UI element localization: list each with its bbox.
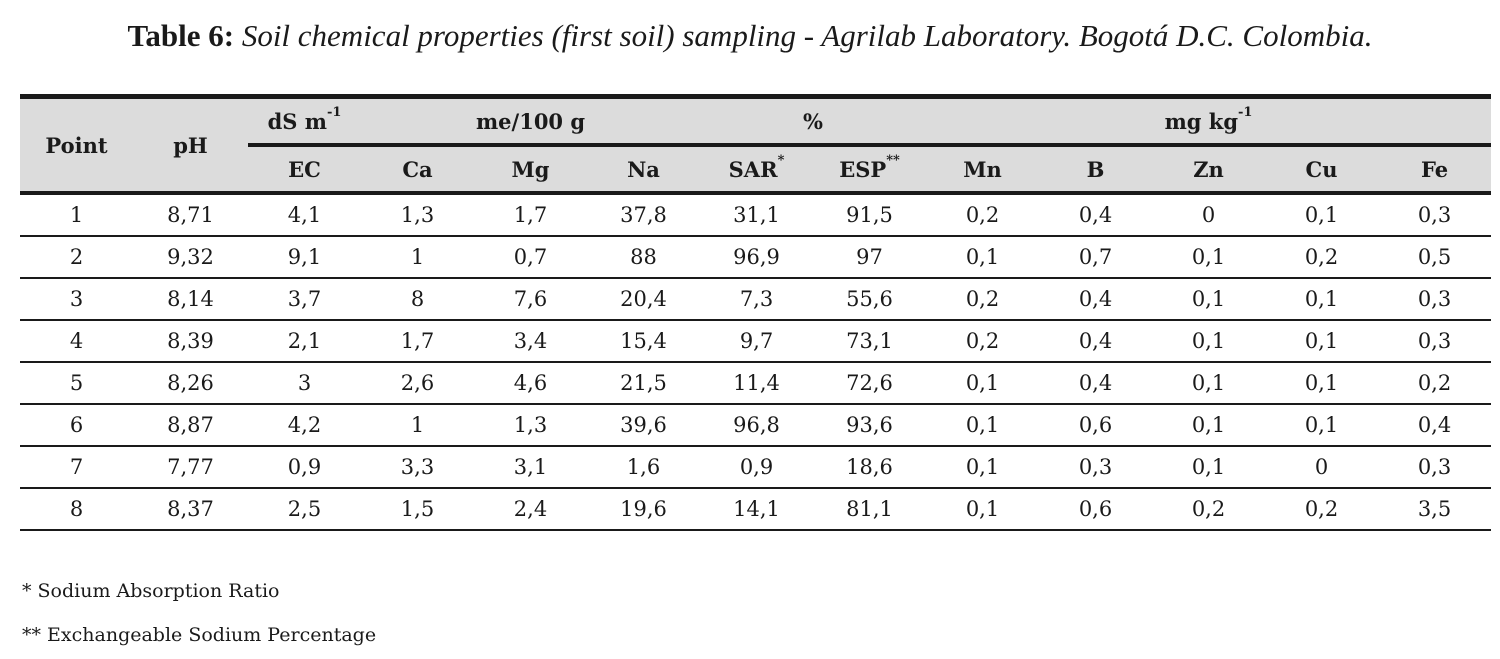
table-cell: 0,9 — [700, 446, 813, 488]
table-cell: 6 — [20, 404, 133, 446]
table-cell: 73,1 — [813, 320, 926, 362]
table-cell: 0,3 — [1378, 320, 1491, 362]
table-cell: 39,6 — [587, 404, 700, 446]
table-cell: 1 — [361, 236, 474, 278]
table-cell: 1 — [20, 193, 133, 236]
table-cell: 3,7 — [248, 278, 361, 320]
table-cell: 11,4 — [700, 362, 813, 404]
table-row — [20, 236, 1491, 278]
table-cell: 0,2 — [926, 193, 1039, 236]
esp-sup: ** — [886, 152, 900, 168]
table-cell: 2,6 — [361, 362, 474, 404]
footnote-esp: ** Exchangeable Sodium Percentage — [22, 624, 377, 646]
header-na: Na — [587, 145, 700, 193]
table-cell: 31,1 — [700, 193, 813, 236]
table-cell: 0,1 — [1265, 362, 1378, 404]
table-cell: 7,6 — [474, 278, 587, 320]
table-cell: 21,5 — [587, 362, 700, 404]
header-point: Point — [20, 97, 133, 194]
table-row — [20, 320, 1491, 362]
table-cell: 0,1 — [1265, 193, 1378, 236]
table-cell: 19,6 — [587, 488, 700, 530]
table-cell: 8,39 — [133, 320, 248, 362]
table-cell: 0,4 — [1039, 320, 1152, 362]
sar-text: SAR — [728, 156, 778, 182]
table-cell: 0,4 — [1039, 193, 1152, 236]
table-cell: 0,2 — [1378, 362, 1491, 404]
table-cell: 55,6 — [813, 278, 926, 320]
table-cell: 96,9 — [700, 236, 813, 278]
table-cell: 0,3 — [1378, 193, 1491, 236]
table-cell: 91,5 — [813, 193, 926, 236]
table-cell: 0,1 — [1152, 236, 1265, 278]
table-caption — [0, 18, 1500, 54]
table-cell: 93,6 — [813, 404, 926, 446]
header-fe: Fe — [1378, 145, 1491, 193]
table-cell: 96,8 — [700, 404, 813, 446]
header-cu: Cu — [1265, 145, 1378, 193]
header-unit-mg — [926, 97, 1491, 146]
table-cell: 3,3 — [361, 446, 474, 488]
table-cell: 37,8 — [587, 193, 700, 236]
unit-ds-text: dS m — [267, 108, 327, 134]
table-cell: 8,87 — [133, 404, 248, 446]
table-cell: 7 — [20, 446, 133, 488]
table-row — [20, 193, 1491, 236]
table-cell: 9,7 — [700, 320, 813, 362]
table-cell: 88 — [587, 236, 700, 278]
table-cell: 0,1 — [1265, 278, 1378, 320]
table-cell: 0,1 — [926, 236, 1039, 278]
footnote-sar: * Sodium Absorption Ratio — [22, 580, 280, 602]
table-cell: 81,1 — [813, 488, 926, 530]
soil-properties-table — [20, 94, 1491, 531]
table-cell: 8 — [20, 488, 133, 530]
table-cell: 0,1 — [1265, 404, 1378, 446]
header-mg: Mg — [474, 145, 587, 193]
table-cell: 8,26 — [133, 362, 248, 404]
table-cell: 8,37 — [133, 488, 248, 530]
unit-mg-sup: -1 — [1238, 104, 1253, 120]
table-row — [20, 488, 1491, 530]
table-cell: 0,5 — [1378, 236, 1491, 278]
table-cell: 0,9 — [248, 446, 361, 488]
header-unit-ds — [248, 97, 361, 146]
table-cell: 2,4 — [474, 488, 587, 530]
table-cell: 4,2 — [248, 404, 361, 446]
unit-mg-text: mg kg — [1164, 108, 1239, 134]
table-cell: 3,5 — [1378, 488, 1491, 530]
header-sar — [700, 145, 813, 193]
header-unit-pct: % — [700, 97, 926, 146]
table-cell: 0,1 — [926, 404, 1039, 446]
table-cell: 3,4 — [474, 320, 587, 362]
header-mn: Mn — [926, 145, 1039, 193]
table-cell: 0,6 — [1039, 404, 1152, 446]
table-cell: 8 — [361, 278, 474, 320]
table-cell: 1,7 — [361, 320, 474, 362]
table-cell: 7,3 — [700, 278, 813, 320]
table-cell: 2 — [20, 236, 133, 278]
table-row — [20, 446, 1491, 488]
table-cell: 7,77 — [133, 446, 248, 488]
table-cell: 0,6 — [1039, 488, 1152, 530]
table-cell: 1,7 — [474, 193, 587, 236]
table-cell: 8,71 — [133, 193, 248, 236]
table-cell: 0,1 — [926, 488, 1039, 530]
table-cell: 0,1 — [1152, 446, 1265, 488]
header-b: B — [1039, 145, 1152, 193]
table-cell: 0,1 — [1152, 320, 1265, 362]
unit-ds-sup: -1 — [326, 104, 342, 120]
table-cell: 0,2 — [1265, 488, 1378, 530]
table-cell: 4,6 — [474, 362, 587, 404]
table-cell: 0,1 — [1152, 404, 1265, 446]
sar-sup: * — [777, 152, 785, 168]
table-cell: 3 — [20, 278, 133, 320]
table-cell: 97 — [813, 236, 926, 278]
table-cell: 18,6 — [813, 446, 926, 488]
table-cell: 0,2 — [1265, 236, 1378, 278]
table-cell: 0,1 — [1265, 320, 1378, 362]
table-cell: 1,3 — [474, 404, 587, 446]
table-cell: 4,1 — [248, 193, 361, 236]
header-esp — [813, 145, 926, 193]
table-cell: 3,1 — [474, 446, 587, 488]
table-cell: 2,5 — [248, 488, 361, 530]
table-cell: 0,2 — [926, 320, 1039, 362]
table-title: Soil chemical properties (first soil) sampling - Agrilab Laboratory. Bogotá D.C. Colombia. — [241, 18, 1373, 53]
table-cell: 0,2 — [926, 278, 1039, 320]
header-ph: pH — [133, 97, 248, 194]
table-cell: 0,7 — [474, 236, 587, 278]
table-cell: 1 — [361, 404, 474, 446]
table-cell: 0,4 — [1039, 362, 1152, 404]
table-cell: 0 — [1152, 193, 1265, 236]
table-cell: 0,4 — [1039, 278, 1152, 320]
header-ca: Ca — [361, 145, 474, 193]
table-cell: 0,7 — [1039, 236, 1152, 278]
table-cell: 9,32 — [133, 236, 248, 278]
table-row — [20, 278, 1491, 320]
table-cell: 3 — [248, 362, 361, 404]
table-cell: 20,4 — [587, 278, 700, 320]
table-cell: 9,1 — [248, 236, 361, 278]
table-cell: 1,5 — [361, 488, 474, 530]
table-cell: 1,6 — [587, 446, 700, 488]
table-row — [20, 362, 1491, 404]
table-cell: 4 — [20, 320, 133, 362]
table-cell: 8,14 — [133, 278, 248, 320]
header-ec: EC — [248, 145, 361, 193]
table-cell: 0 — [1265, 446, 1378, 488]
table-cell: 2,1 — [248, 320, 361, 362]
table-cell: 0,1 — [1152, 278, 1265, 320]
esp-text: ESP — [839, 156, 887, 182]
table-cell: 0,4 — [1378, 404, 1491, 446]
header-unit-me: me/100 g — [361, 97, 700, 146]
table-cell: 1,3 — [361, 193, 474, 236]
table-cell: 0,1 — [926, 446, 1039, 488]
table-body — [20, 193, 1491, 530]
header-zn: Zn — [1152, 145, 1265, 193]
table-cell: 5 — [20, 362, 133, 404]
table-cell: 0,1 — [1152, 362, 1265, 404]
table-cell: 0,3 — [1039, 446, 1152, 488]
table-cell: 15,4 — [587, 320, 700, 362]
table-cell: 72,6 — [813, 362, 926, 404]
table-label: Table 6: — [127, 18, 235, 53]
table-cell: 0,3 — [1378, 446, 1491, 488]
table-cell: 14,1 — [700, 488, 813, 530]
table-cell: 0,3 — [1378, 278, 1491, 320]
table-cell: 0,1 — [926, 362, 1039, 404]
table-row — [20, 404, 1491, 446]
table-cell: 0,2 — [1152, 488, 1265, 530]
